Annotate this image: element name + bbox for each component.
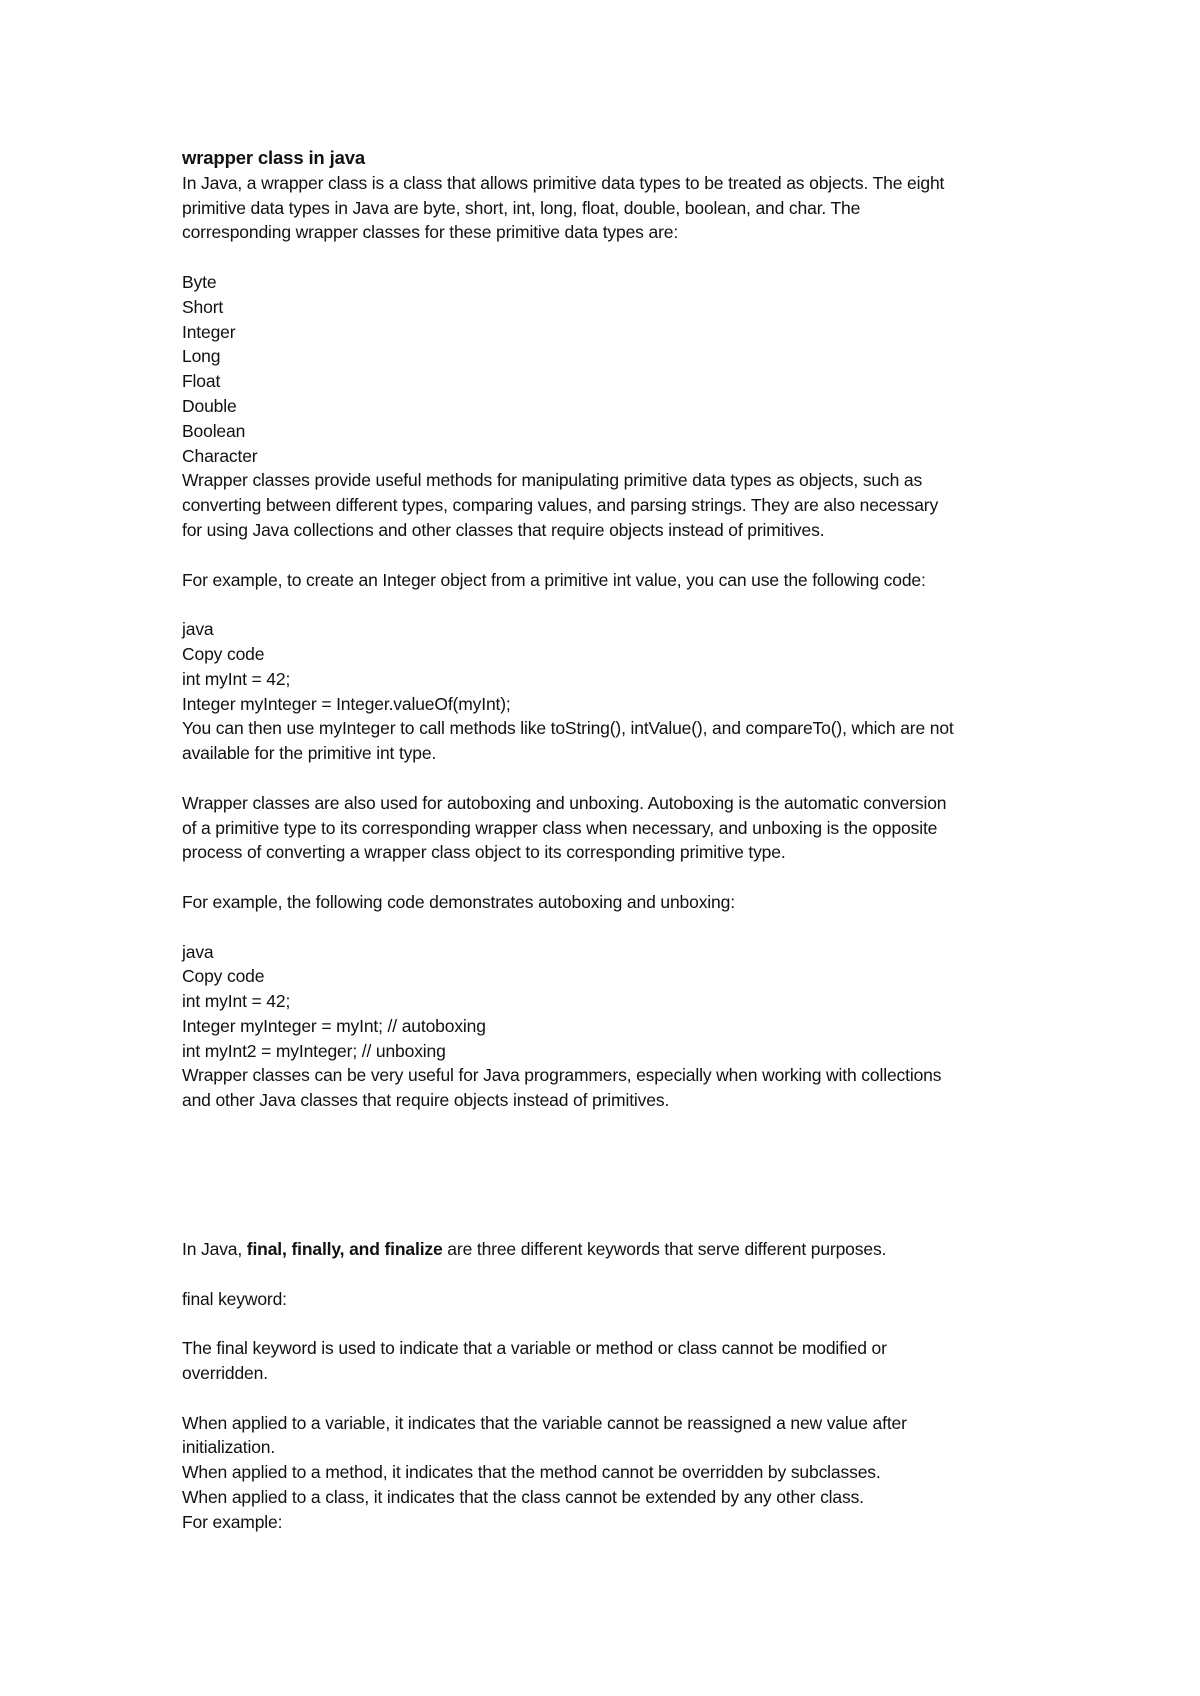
- list-item: Boolean: [182, 420, 246, 441]
- final-usage-points: [182, 1411, 1062, 1535]
- code-line: Integer myInteger = Integer.valueOf(myInt);: [182, 693, 511, 714]
- code-snippet-2: [182, 940, 1062, 1064]
- text-line: For example:: [182, 1511, 283, 1532]
- list-item: Long: [182, 346, 221, 367]
- blank-line: [182, 915, 1062, 940]
- text-line: Wrapper classes provide useful methods for manipulating primitive data types as objects, such as: [182, 470, 923, 491]
- text-line: Wrapper classes can be very useful for Java programmers, especially when working with collections: [182, 1065, 942, 1086]
- text-line: available for the primitive int type.: [182, 743, 437, 764]
- after-code1-paragraph: [182, 716, 1062, 766]
- blank-line: [182, 766, 1062, 791]
- blank-line: [182, 865, 1062, 890]
- intro-bold-keywords: final, finally, and finalize: [246, 1239, 443, 1260]
- copy-code-label: Copy code: [182, 643, 265, 664]
- intro-paragraph: [182, 171, 1062, 245]
- document-page: [182, 146, 1062, 1535]
- wrapper-class-list: [182, 270, 1062, 468]
- text-line: overridden.: [182, 1363, 268, 1384]
- text-line: of a primitive type to its corresponding wrapper class when necessary, and unboxing is the opposite: [182, 817, 938, 838]
- text-line: The final keyword is used to indicate that a variable or method or class cannot be modified or: [182, 1338, 887, 1359]
- conclusion-paragraph: [182, 1063, 1062, 1113]
- text-line: In Java, a wrapper class is a class that allows primitive data types to be treated as objects. The eight: [182, 172, 945, 193]
- blank-line: [182, 1386, 1062, 1411]
- text-line: and other Java classes that require objects instead of primitives.: [182, 1090, 670, 1111]
- list-item: Short: [182, 296, 224, 317]
- final-keyword-heading: final keyword:: [182, 1288, 287, 1309]
- section-spacer: [182, 1113, 1062, 1237]
- list-item: Integer: [182, 321, 236, 342]
- list-item: Float: [182, 371, 221, 392]
- blank-line: [182, 245, 1062, 270]
- example2-intro: For example, the following code demonstrates autoboxing and unboxing:: [182, 891, 735, 912]
- text-line: primitive data types in Java are byte, short, int, long, float, double, boolean, and char. The: [182, 197, 861, 218]
- text-line: process of converting a wrapper class object to its corresponding primitive type.: [182, 842, 786, 863]
- copy-code-label: Copy code: [182, 966, 265, 987]
- text-line: for using Java collections and other classes that require objects instead of primitives.: [182, 519, 825, 540]
- code-line: Integer myInteger = myInt; // autoboxing: [182, 1015, 486, 1036]
- code-line: int myInt2 = myInteger; // unboxing: [182, 1040, 446, 1061]
- text-line: corresponding wrapper classes for these primitive data types are:: [182, 222, 679, 243]
- intro-prefix: In Java,: [182, 1239, 247, 1260]
- final-keywords-intro: [182, 1237, 1062, 1262]
- final-description: [182, 1336, 1062, 1386]
- methods-paragraph: [182, 468, 1062, 542]
- code-line: int myInt = 42;: [182, 991, 291, 1012]
- text-line: When applied to a class, it indicates that the class cannot be extended by any other class.: [182, 1487, 864, 1508]
- code-language-label: java: [182, 619, 214, 640]
- example1-intro: For example, to create an Integer object from a primitive int value, you can use the following code:: [182, 569, 926, 590]
- text-line: When applied to a variable, it indicates that the variable cannot be reassigned a new value after: [182, 1412, 907, 1433]
- text-line: initialization.: [182, 1437, 276, 1458]
- text-line: converting between different types, comparing values, and parsing strings. They are also necessary: [182, 495, 939, 516]
- blank-line: [182, 1262, 1062, 1287]
- code-line: int myInt = 42;: [182, 668, 291, 689]
- blank-line: [182, 592, 1062, 617]
- text-line: You can then use myInteger to call methods like toString(), intValue(), and compareTo(), which are not: [182, 718, 954, 739]
- list-item: Byte: [182, 271, 217, 292]
- text-line: When applied to a method, it indicates that the method cannot be overridden by subclasses.: [182, 1462, 881, 1483]
- code-snippet-1: [182, 617, 1062, 716]
- blank-line: [182, 1311, 1062, 1336]
- code-language-label: java: [182, 941, 214, 962]
- list-item: Character: [182, 445, 258, 466]
- list-item: Double: [182, 395, 237, 416]
- intro-suffix: are three different keywords that serve different purposes.: [442, 1239, 887, 1260]
- section-heading: wrapper class in java: [182, 147, 365, 168]
- text-line: Wrapper classes are also used for autoboxing and unboxing. Autoboxing is the automatic conversion: [182, 792, 947, 813]
- autoboxing-paragraph: [182, 791, 1062, 865]
- blank-line: [182, 543, 1062, 568]
